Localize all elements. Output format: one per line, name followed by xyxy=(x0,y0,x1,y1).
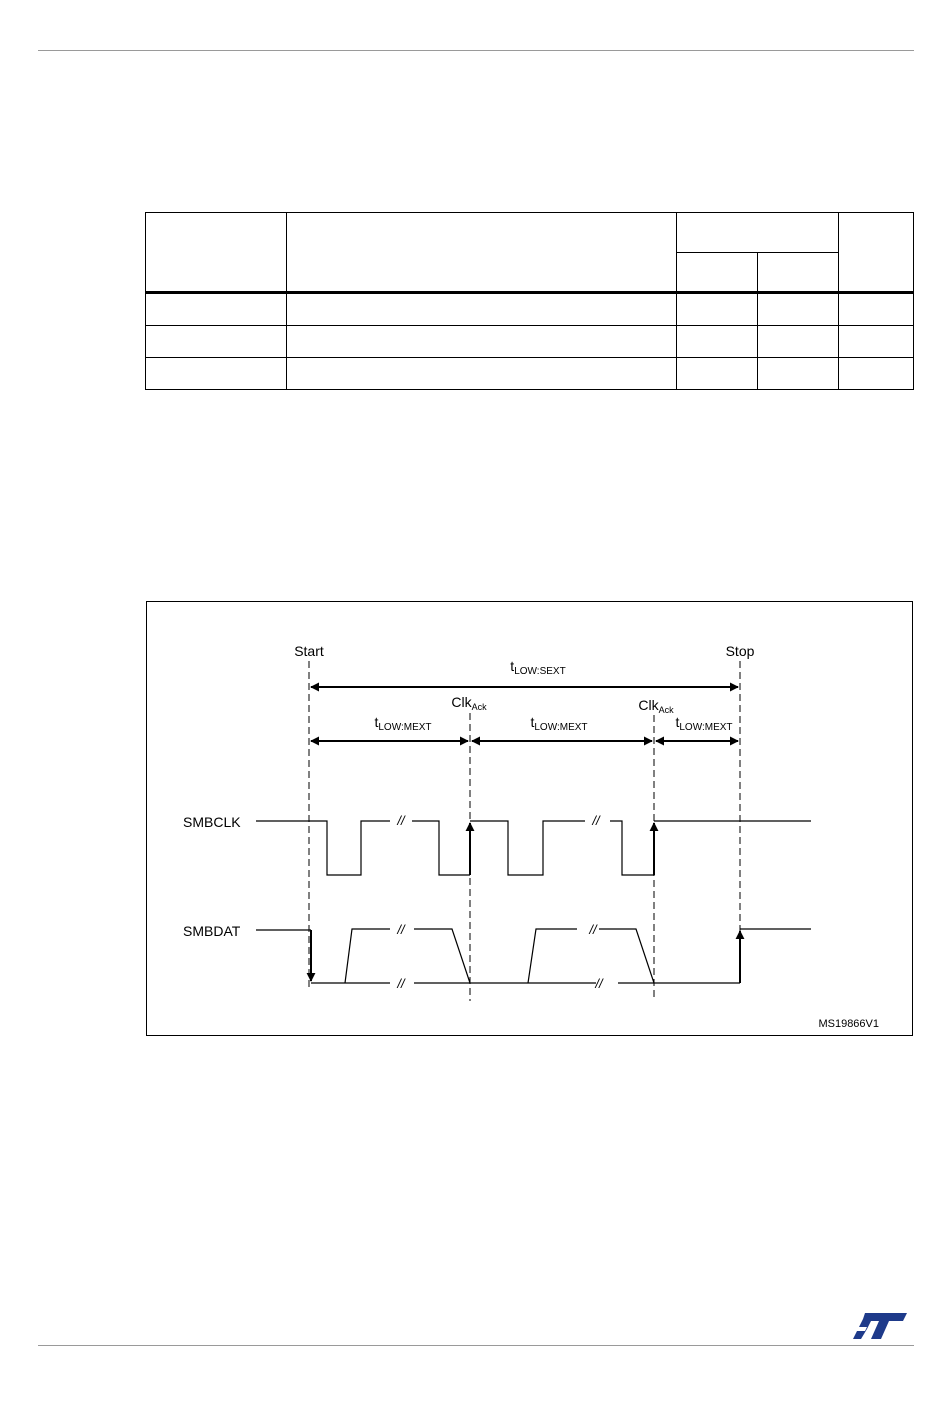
table-cell xyxy=(758,358,839,390)
t-low-mext-label: tLOW:MEXT xyxy=(374,714,432,733)
break-mark: // xyxy=(589,922,597,937)
smbclk-trace xyxy=(470,821,585,875)
stop-label: Stop xyxy=(725,643,755,659)
table-cell xyxy=(146,326,287,358)
t-low-mext-label: tLOW:MEXT xyxy=(530,714,588,733)
t-low-mext-label: tLOW:MEXT xyxy=(675,714,733,733)
smbclk-waveform xyxy=(256,821,811,875)
timing-figure xyxy=(146,601,913,1036)
timing-diagram xyxy=(147,602,914,1037)
table-row xyxy=(146,293,914,326)
table-cell xyxy=(758,326,839,358)
break-mark: // xyxy=(595,976,603,991)
table-header-cell xyxy=(758,253,839,293)
spec-table xyxy=(145,212,914,390)
footer-rule xyxy=(38,1345,914,1346)
table-cell xyxy=(287,293,677,326)
break-mark: // xyxy=(592,813,600,828)
table-cell xyxy=(677,326,758,358)
table-cell xyxy=(677,293,758,326)
smbclk-trace xyxy=(412,821,470,875)
figure-id: MS19866V1 xyxy=(818,1018,879,1030)
start-label: Start xyxy=(294,643,324,659)
smbdat-trace xyxy=(528,929,577,983)
st-logo-icon xyxy=(851,1311,909,1341)
table-cell xyxy=(146,358,287,390)
table-header-cell xyxy=(677,213,839,253)
table-cell xyxy=(839,358,914,390)
table-cell xyxy=(758,293,839,326)
table-cell xyxy=(287,358,677,390)
table-header-cell xyxy=(839,213,914,293)
smbclk-label: SMBCLK xyxy=(183,814,241,830)
table-header-cell xyxy=(146,213,287,293)
header-rule xyxy=(38,50,914,51)
smbdat-trace xyxy=(599,929,654,983)
smbclk-trace xyxy=(256,821,390,875)
table-row xyxy=(146,358,914,390)
smbdat-trace xyxy=(414,929,470,983)
t-low-sext-label: tLOW:SEXT xyxy=(510,658,566,677)
reference-lines xyxy=(309,661,740,1001)
smbdat-trace xyxy=(345,929,390,983)
table-header-cell xyxy=(287,213,677,293)
table-row xyxy=(146,326,914,358)
smbclk-trace xyxy=(610,821,654,875)
table-cell xyxy=(677,358,758,390)
table-header-cell xyxy=(677,253,758,293)
table-cell xyxy=(839,293,914,326)
break-mark: // xyxy=(397,922,405,937)
table-cell xyxy=(146,293,287,326)
table-cell xyxy=(287,326,677,358)
table-cell xyxy=(839,326,914,358)
break-mark: // xyxy=(397,976,405,991)
clk-ack-label: ClkAck xyxy=(451,694,487,712)
smbdat-label: SMBDAT xyxy=(183,923,241,939)
break-mark: // xyxy=(397,813,405,828)
clk-ack-label: ClkAck xyxy=(638,697,674,715)
smbdat-waveform xyxy=(256,929,811,983)
